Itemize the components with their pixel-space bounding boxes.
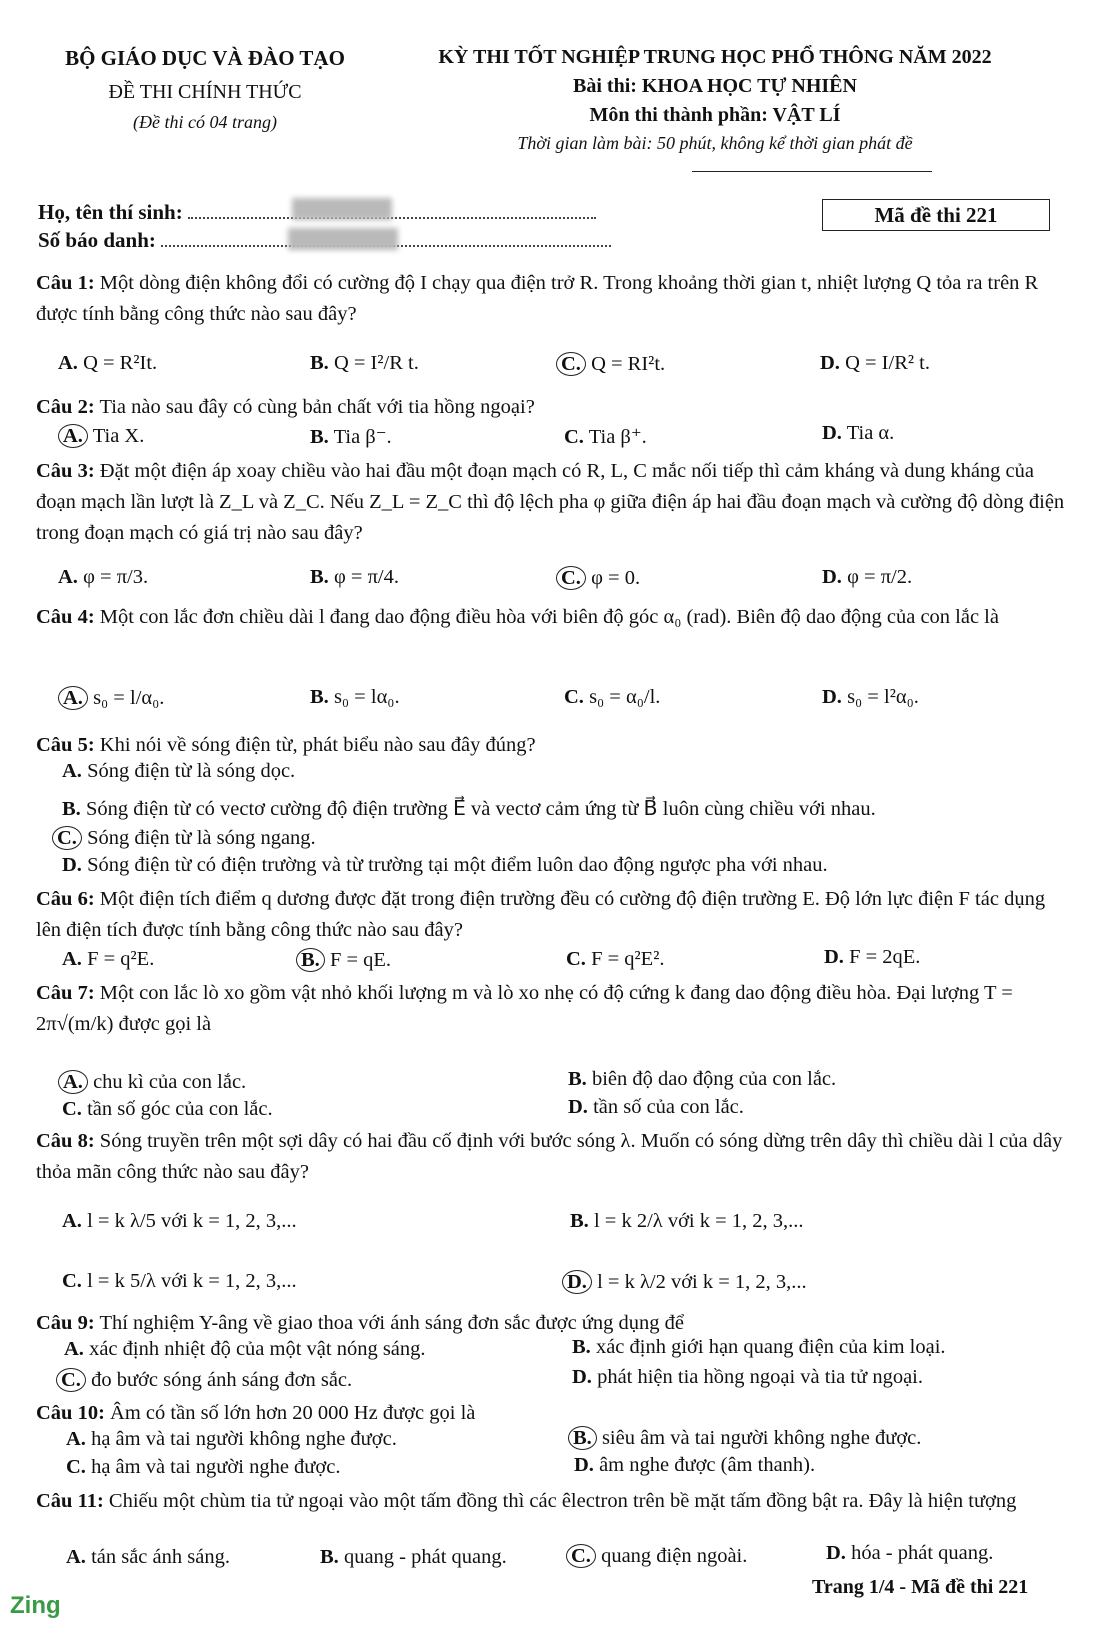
option-letter: B. (62, 798, 81, 820)
option-text: Q = RI²t. (591, 353, 666, 375)
option-a[interactable] (58, 686, 164, 710)
option-text: âm nghe được (âm thanh). (599, 1454, 816, 1476)
header-divider (692, 171, 932, 172)
subject: Môn thi thành phần: VẬT LÍ (589, 104, 841, 126)
option-letter: C. (62, 1098, 82, 1120)
question-3 (36, 456, 1066, 549)
option-b[interactable] (568, 1068, 836, 1091)
option-c[interactable] (564, 686, 660, 709)
option-letter: D. (574, 1454, 594, 1476)
option-b[interactable] (568, 1426, 921, 1450)
exam-title: KỲ THI TỐT NGHIỆP TRUNG HỌC PHỔ THÔNG NĂM 2022 (438, 46, 992, 68)
option-a[interactable] (58, 352, 157, 375)
option-text: tần số của con lắc. (593, 1096, 744, 1118)
option-text: l = k 2/λ với k = 1, 2, 3,... (593, 1210, 804, 1232)
option-d[interactable] (568, 1096, 744, 1119)
question-text: Một con lắc đơn chiều dài l đang dao động điều hòa với biên độ góc α₀ (rad). Biên độ dao động của con lắc là (99, 606, 999, 628)
page-footer: Trang 1/4 - Mã đề thi 221 (812, 1576, 1029, 1598)
question-number: Câu 4: (36, 606, 95, 628)
option-c[interactable] (62, 1270, 297, 1293)
option-letter: C. (566, 1544, 596, 1568)
option-letter: D. (826, 1542, 846, 1564)
option-letter: B. (568, 1426, 597, 1450)
option-letter: B. (320, 1546, 339, 1568)
option-text: Q = R²It. (83, 352, 158, 374)
option-text: Tia α. (846, 422, 895, 444)
option-text: chu kì của con lắc. (93, 1071, 247, 1093)
option-text: s₀ = lα₀. (333, 686, 400, 708)
question-text: Tia nào sau đây có cùng bản chất với tia hồng ngoại? (99, 396, 535, 418)
question-number: Câu 9: (36, 1312, 95, 1334)
option-text: Tia β⁻. (333, 426, 392, 448)
option-letter: B. (310, 426, 329, 448)
option-b[interactable] (320, 1546, 507, 1569)
option-text: Sóng điện từ có vectơ cường độ điện trường E⃗ và vectơ cảm ứng từ B⃗ luôn cùng chiều với nhau. (85, 798, 876, 820)
option-c[interactable] (62, 1098, 273, 1121)
option-a[interactable] (66, 1428, 397, 1451)
id-label: Số báo danh: (38, 228, 156, 252)
option-letter: A. (62, 760, 82, 782)
option-text: phát hiện tia hồng ngoại và tia tử ngoại. (597, 1366, 924, 1388)
option-letter: B. (568, 1068, 587, 1090)
name-label: Họ, tên thí sinh: (38, 200, 183, 224)
option-letter: D. (822, 686, 842, 708)
option-text: tần số góc của con lắc. (87, 1098, 273, 1120)
option-letter: B. (310, 566, 329, 588)
option-d[interactable] (562, 1270, 807, 1294)
option-d[interactable] (574, 1454, 815, 1477)
question-6 (36, 884, 1066, 946)
question-text: Âm có tần số lớn hơn 20 000 Hz được gọi là (110, 1402, 476, 1424)
option-text: đo bước sóng ánh sáng đơn sắc. (91, 1369, 353, 1391)
option-text: siêu âm và tai người không nghe được. (601, 1427, 922, 1449)
option-letter: A. (64, 1338, 84, 1360)
question-8 (36, 1126, 1066, 1188)
option-letter: A. (58, 352, 78, 374)
option-letter: D. (824, 946, 844, 968)
option-letter: D. (822, 566, 842, 588)
option-letter: B. (310, 352, 329, 374)
question-text: Khi nói về sóng điện từ, phát biểu nào sau đây đúng? (99, 734, 536, 756)
ministry-name: BỘ GIÁO DỤC VÀ ĐÀO TẠO (65, 46, 345, 70)
option-text: F = q²E². (591, 948, 665, 970)
question-number: Câu 2: (36, 396, 95, 418)
option-letter: C. (556, 352, 586, 376)
question-number: Câu 1: (36, 272, 95, 294)
option-text: Sóng điện từ là sóng ngang. (87, 827, 316, 849)
option-text: φ = 0. (591, 567, 641, 589)
option-text: s₀ = l/α₀. (93, 687, 165, 709)
option-text: hạ âm và tai người nghe được. (91, 1456, 341, 1478)
option-letter: C. (566, 948, 586, 970)
option-text: Sóng điện từ là sóng dọc. (87, 760, 296, 782)
option-d[interactable] (62, 854, 828, 877)
option-text: F = q²E. (87, 948, 155, 970)
option-b[interactable] (296, 948, 391, 972)
option-b[interactable] (310, 686, 400, 709)
option-letter: A. (58, 566, 78, 588)
option-b[interactable] (572, 1336, 946, 1359)
option-text: xác định giới hạn quang điện của kim loại. (595, 1336, 946, 1358)
option-c[interactable] (556, 566, 640, 590)
option-c[interactable] (566, 1544, 747, 1568)
option-a[interactable] (64, 1338, 426, 1361)
pages-note: (Đề thi có 04 trang) (133, 112, 277, 132)
option-text: F = qE. (329, 949, 392, 971)
question-10 (36, 1398, 1066, 1429)
option-text: s₀ = l²α₀. (847, 686, 919, 708)
option-a[interactable] (58, 566, 148, 589)
option-d[interactable] (822, 422, 894, 445)
option-letter: C. (556, 566, 586, 590)
question-text: Một dòng điện không đổi có cường độ I chạy qua điện trở R. Trong khoảng thời gian t, nhiệt lượng Q tỏa ra trên R được tính bằng công thức nào sau đây? (36, 272, 1039, 325)
redacted-id (288, 228, 398, 250)
option-d[interactable] (820, 352, 930, 375)
option-d[interactable] (572, 1366, 923, 1389)
question-9 (36, 1308, 1066, 1339)
question-number: Câu 5: (36, 734, 95, 756)
option-text: l = k λ/2 với k = 1, 2, 3,... (597, 1271, 807, 1293)
option-text: φ = π/2. (847, 566, 913, 588)
question-text: Sóng truyền trên một sợi dây có hai đầu cố định với bước sóng λ. Muốn có sóng dừng trên dây thì chiều dài l của dây thỏa mãn công thức nào sau đây? (36, 1130, 1063, 1183)
option-a[interactable] (58, 424, 144, 448)
question-text: Thí nghiệm Y-âng về giao thoa với ánh sáng đơn sắc được ứng dụng để (99, 1312, 685, 1334)
question-text: Chiếu một chùm tia tử ngoại vào một tấm đồng thì các êlectron trên bề mặt tấm đồng bật ra. Đây là hiện tượng (108, 1490, 1017, 1512)
question-number: Câu 8: (36, 1130, 95, 1152)
option-text: φ = π/4. (333, 566, 400, 588)
option-letter: D. (562, 1270, 592, 1294)
option-text: l = k λ/5 với k = 1, 2, 3,... (87, 1210, 297, 1232)
option-letter: D. (820, 352, 840, 374)
option-letter: A. (66, 1546, 86, 1568)
option-text: l = k 5/λ với k = 1, 2, 3,... (87, 1270, 297, 1292)
option-a[interactable] (62, 1210, 297, 1233)
option-c[interactable] (52, 826, 316, 850)
redacted-name (292, 198, 392, 220)
option-b[interactable] (570, 1210, 804, 1233)
option-letter: B. (310, 686, 329, 708)
question-text: Một con lắc lò xo gồm vật nhỏ khối lượng m và lò xo nhẹ có độ cứng k đang dao động điều hòa. Đại lượng T = 2π√(m/k) được gọi là (36, 982, 1013, 1035)
option-letter: B. (296, 948, 325, 972)
subject-area: Bài thi: KHOA HỌC TỰ NHIÊN (573, 75, 857, 97)
option-c[interactable] (566, 948, 664, 971)
option-text: quang điện ngoài. (601, 1545, 748, 1567)
option-letter: D. (572, 1366, 592, 1388)
question-text: Một điện tích điểm q dương được đặt trong điện trường đều có cường độ điện trường E. Độ lớn lực điện F tác dụng lên điện tích được tính bằng công thức nào sau đây? (36, 888, 1046, 941)
option-d[interactable] (822, 566, 912, 589)
question-number: Câu 11: (36, 1490, 104, 1512)
question-text: Đặt một điện áp xoay chiều vào hai đầu một đoạn mạch có R, L, C mắc nối tiếp thì cảm kháng và dung kháng của đoạn mạch lần lượt là Z_L và Z_C. Nếu Z_L = Z_C thì độ lệch pha φ giữa điện áp hai đầu đoạn mạch và cường độ dòng điện trong đoạn mạch có giá trị nào sau đây? (36, 460, 1065, 544)
exam-code-box: Mã đề thi 221 (822, 199, 1050, 231)
option-text: s₀ = α₀/l. (589, 686, 661, 708)
option-text: Q = I/R² t. (845, 352, 930, 374)
option-c[interactable] (564, 424, 647, 449)
option-letter: D. (568, 1096, 588, 1118)
option-letter: C. (62, 1270, 82, 1292)
option-text: xác định nhiệt độ của một vật nóng sáng. (89, 1338, 426, 1360)
option-letter: A. (58, 424, 88, 448)
option-d[interactable] (826, 1542, 993, 1565)
option-letter: A. (58, 1070, 88, 1094)
question-number: Câu 6: (36, 888, 95, 910)
question-number: Câu 7: (36, 982, 95, 1004)
official-label: ĐỀ THI CHÍNH THỨC (108, 81, 302, 103)
question-number: Câu 10: (36, 1402, 105, 1424)
option-letter: C. (66, 1456, 86, 1478)
option-text: φ = π/3. (83, 566, 149, 588)
option-letter: D. (62, 854, 82, 876)
header-right (400, 46, 1030, 154)
option-letter: A. (66, 1428, 86, 1450)
zing-logo: Zing (10, 1592, 61, 1619)
option-letter: B. (572, 1336, 591, 1358)
option-b[interactable] (62, 796, 876, 821)
header-left (40, 46, 370, 133)
option-d[interactable] (824, 946, 920, 969)
option-letter: B. (570, 1210, 589, 1232)
option-text: F = 2qE. (849, 946, 921, 968)
option-text: hóa - phát quang. (851, 1542, 994, 1564)
question-7 (36, 978, 1066, 1040)
time-note: Thời gian làm bài: 50 phút, không kể thời gian phát đề (517, 133, 913, 153)
option-letter: A. (58, 686, 88, 710)
option-letter: A. (62, 1210, 82, 1232)
option-b[interactable] (310, 352, 419, 375)
option-letter: C. (564, 426, 584, 448)
question-number: Câu 3: (36, 460, 95, 482)
option-c[interactable] (56, 1368, 352, 1392)
option-d[interactable] (822, 686, 919, 709)
option-text: Sóng điện từ có điện trường và từ trường tại một điểm luôn dao động ngược pha với nhau. (87, 854, 828, 876)
option-text: tán sắc ánh sáng. (91, 1546, 230, 1568)
option-a[interactable] (62, 760, 295, 783)
option-text: biên độ dao động của con lắc. (591, 1068, 837, 1090)
question-4 (36, 602, 1066, 633)
question-11 (36, 1486, 1066, 1517)
option-letter: D. (822, 422, 842, 444)
option-text: quang - phát quang. (343, 1546, 507, 1568)
question-2 (36, 392, 1066, 423)
option-b[interactable] (310, 566, 399, 589)
option-text: Tia X. (92, 425, 145, 447)
option-a[interactable] (58, 1070, 246, 1094)
option-letter: C. (56, 1368, 86, 1392)
option-letter: C. (52, 826, 82, 850)
option-a[interactable] (62, 948, 154, 971)
question-5 (36, 730, 1066, 761)
option-a[interactable] (66, 1546, 230, 1569)
option-text: hạ âm và tai người không nghe được. (91, 1428, 397, 1450)
option-letter: C. (564, 686, 584, 708)
option-letter: A. (62, 948, 82, 970)
question-1 (36, 268, 1066, 330)
option-text: Q = I²/R t. (333, 352, 419, 374)
option-c[interactable] (66, 1456, 340, 1479)
option-c[interactable] (556, 352, 665, 376)
option-text: Tia β⁺. (588, 426, 647, 448)
option-b[interactable] (310, 424, 392, 449)
